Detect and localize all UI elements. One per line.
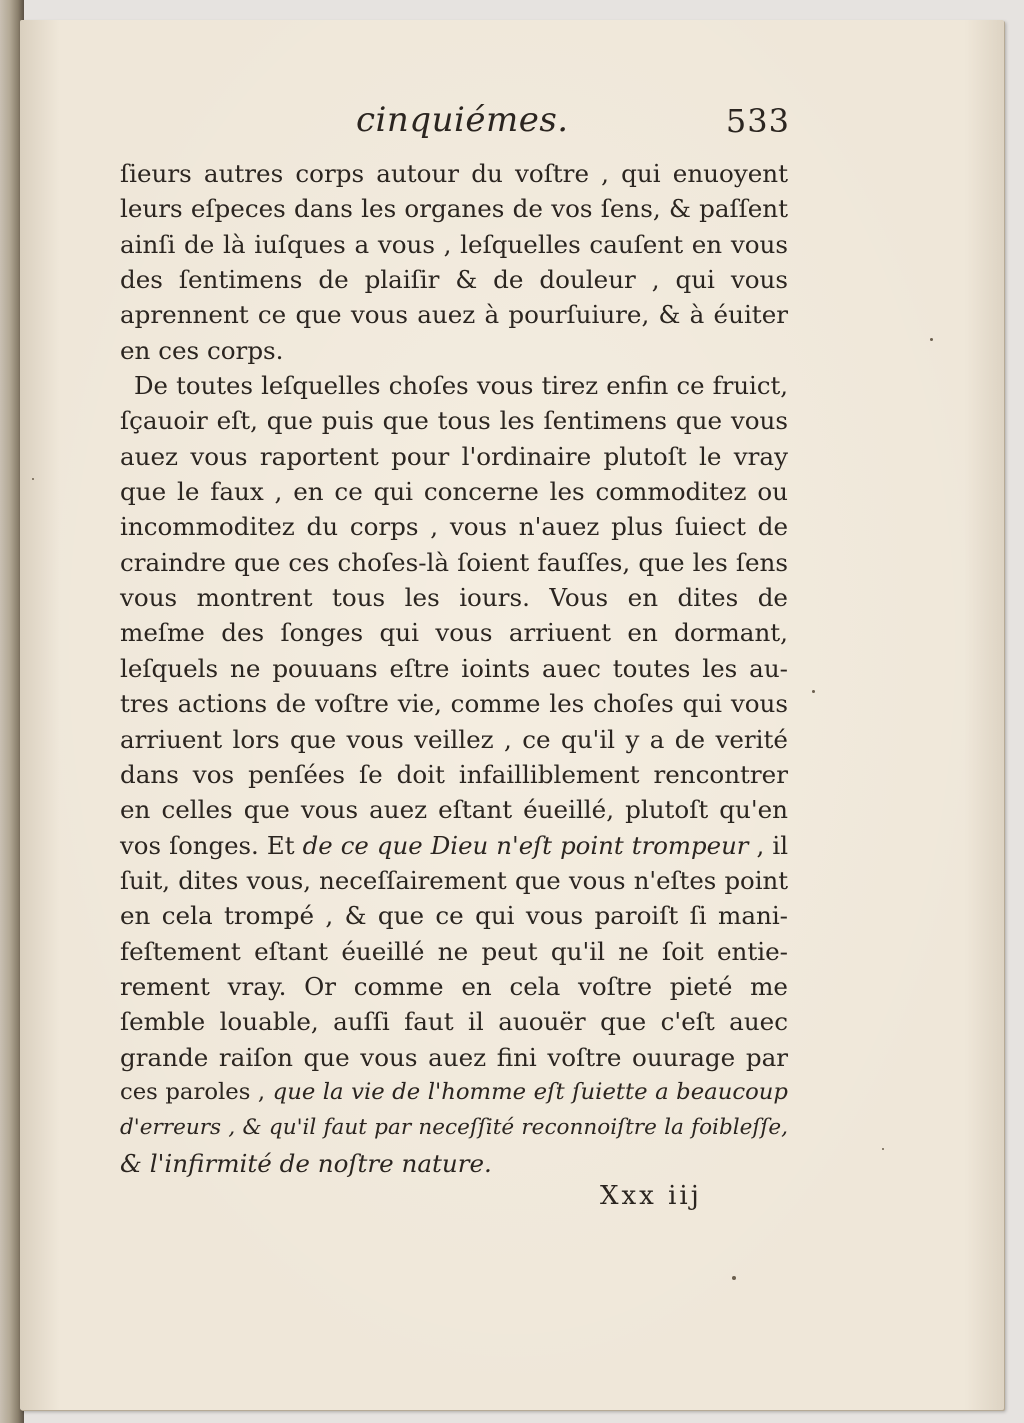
text-run: que le faux , en ce qui concerne les commoditez ou — [120, 477, 788, 507]
text-run: De toutes leſquelles choſes vous tirez enfin ce fruict, — [134, 371, 788, 401]
text-run: incommoditez du corps , vous n'auez plus ſuiect de — [120, 512, 788, 542]
paper-speck — [732, 1276, 736, 1280]
text-run: en ces corps. — [120, 335, 284, 365]
text-line — [120, 722, 788, 757]
text-run: leurs eſpeces dans les organes de vos ſens, & paſſent — [120, 194, 788, 224]
text-run: ſemble louable, auſſi faut il auouër que c'eſt auec — [120, 1007, 788, 1037]
text-run: ſuit, dites vous, neceſſairement que vous n'eſtes point — [120, 865, 788, 895]
text-run: en cela trompé , & que ce qui vous paroiſt ſi mani- — [120, 901, 788, 931]
text-run: en celles que vous auez eſtant éueillé, plutoſt qu'en — [120, 795, 788, 825]
text-run: feſtement eſtant éueillé ne peut qu'il ne ſoit entie- — [120, 936, 788, 966]
text-line — [120, 580, 788, 615]
text-run: vous montrent tous les iours. Vous en dites de — [120, 583, 788, 613]
text-run: ainſi de là iuſques a vous , leſquelles cauſent en vous — [120, 229, 788, 259]
text-line — [120, 191, 788, 226]
text-line — [120, 403, 788, 438]
italic-run: de ce que Dieu n'eſt point trompeur — [302, 830, 749, 860]
text-run: auez vous raportent pour l'ordinaire plutoſt le vray — [120, 441, 788, 471]
text-line — [120, 156, 788, 191]
running-head — [120, 100, 788, 150]
text-run: des ſentimens de plaiſir & de douleur , qui vous — [120, 265, 788, 295]
text-run: tres actions de voſtre vie, comme les choſes qui vous — [120, 689, 788, 719]
text-run: vos ſonges. Et — [120, 830, 303, 860]
text-line — [120, 333, 788, 368]
running-title: cinquiémes. — [356, 100, 569, 140]
text-line — [120, 615, 788, 650]
text-line — [120, 969, 788, 1004]
paper-speck — [812, 690, 815, 693]
text-line — [120, 439, 788, 474]
text-line — [120, 757, 788, 792]
text-run: leſquels ne pouuans eſtre ioints auec toutes les au- — [120, 653, 788, 683]
text-run: , il — [748, 830, 788, 860]
text-run: dans vos penſées ſe doit infailliblement rencontrer — [120, 759, 788, 789]
text-run: arriuent lors que vous veillez , ce qu'il y a de verité — [120, 724, 788, 754]
text-run: rement vray. Or comme en cela voſtre pieté me — [120, 971, 788, 1001]
text-line — [120, 1075, 788, 1110]
text-line — [120, 1146, 788, 1181]
signature-mark: Xxx iij — [600, 1181, 702, 1211]
text-line — [120, 368, 788, 403]
text-line — [120, 297, 788, 332]
text-line — [120, 828, 788, 863]
paper-speck — [32, 478, 34, 480]
italic-run: & l'infirmité de noſtre nature. — [120, 1148, 492, 1178]
text-line — [120, 792, 788, 827]
text-line — [120, 262, 788, 297]
text-line — [120, 1040, 788, 1075]
text-line — [120, 545, 788, 580]
text-line — [120, 863, 788, 898]
text-run: ſçauoir eſt, que puis que tous les ſentimens que vous — [120, 406, 788, 436]
paper-speck — [882, 1148, 884, 1150]
text-line — [120, 509, 788, 544]
text-run: aprennent ce que vous auez à pourſuiure, & à éuiter — [120, 300, 788, 330]
text-line — [120, 474, 788, 509]
text-line — [120, 686, 788, 721]
text-line — [120, 651, 788, 686]
italic-run: que la vie de l'homme eſt ſuiette a beaucoup — [272, 1078, 788, 1105]
text-run: grande raiſon que vous auez fini voſtre ouurage par — [120, 1042, 788, 1072]
paper-speck — [930, 338, 933, 341]
text-line — [120, 1110, 788, 1145]
text-run: craindre que ces choſes-là ſoient fauſſes, que les ſens — [120, 547, 788, 577]
text-line — [120, 1004, 788, 1039]
page-number: 533 — [725, 102, 790, 140]
text-line — [120, 227, 788, 262]
text-run: ſieurs autres corps autour du voſtre , qui enuoyent — [120, 159, 788, 188]
text-run: ces paroles , — [120, 1078, 273, 1105]
italic-run: d'erreurs , & qu'il faut par neceſſité reconnoiſtre la foibleſſe, — [120, 1115, 788, 1141]
text-line — [120, 898, 788, 933]
text-run: meſme des ſonges qui vous arriuent en dormant, — [120, 618, 788, 648]
text-line — [120, 934, 788, 969]
book-page — [20, 20, 1004, 1410]
body-text — [120, 156, 788, 1181]
